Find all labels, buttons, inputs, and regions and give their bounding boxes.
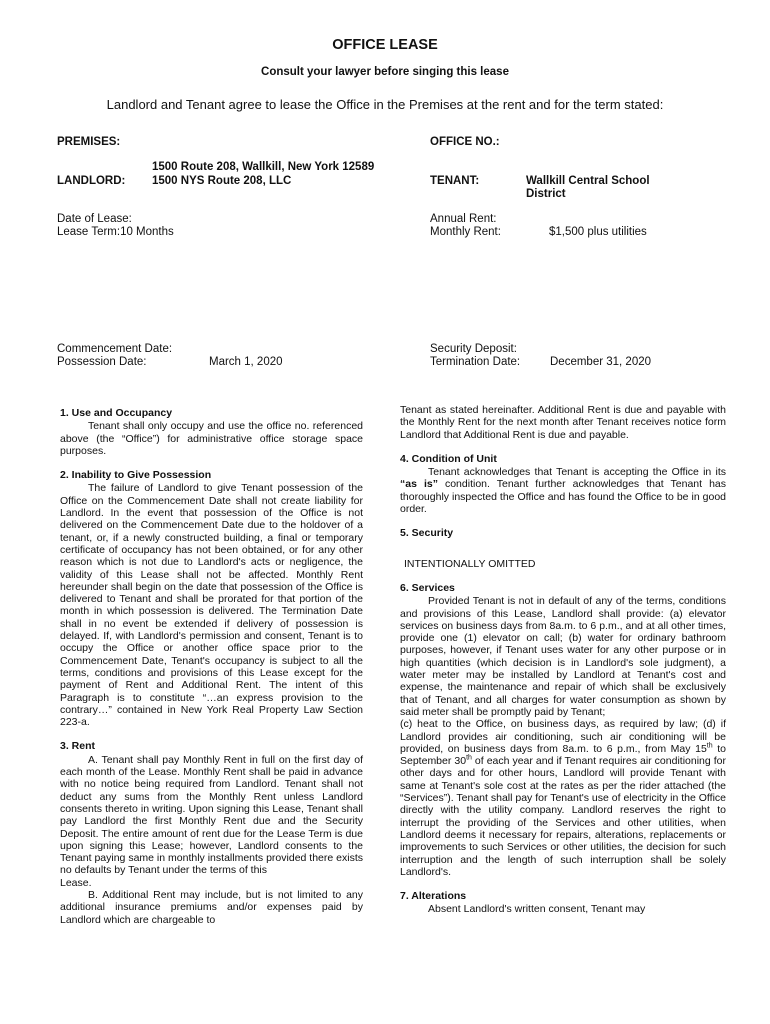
section-6-text-a: (c) heat to the Office, on business days, as required by law; (d) if Landlord provides air conditioning, such air conditioning will be provided, on business days from 8a.m. to 6 p.m., from May 15	[400, 718, 726, 755]
commencement-date-label: Commencement Date:	[57, 343, 173, 355]
as-is-phrase: “as is”	[400, 478, 438, 491]
tenant-name-line2: District	[526, 188, 566, 200]
section-5-text: INTENTIONALLY OMITTED	[404, 557, 536, 570]
date-of-lease-label: Date of Lease:	[57, 213, 132, 225]
termination-date-value: December 31, 2020	[550, 356, 652, 368]
section-3-paragraph-a: A. Tenant shall pay Monthly Rent in full on the first day of each month of the Lease. Monthly Rent shall be paid in advance with no notice being required from Landlord. Tenant shall not deduct any sums from the Monthly Rent unless Landlord consents thereto in writing. Upon signing this Lease, Tenant shall pay Landlord the first Monthly Rent due and the Security Deposit. The entire amount of rent due for the Lease Term is due upon signing this Lease; however, Landlord consents to the Tenant paying same in monthly installments provided there exists no defaults by Tenant under the terms of this	[60, 753, 363, 877]
section-3-paragraph-b: B. Additional Rent may include, but is not limited to any additional insurance premiums and/or expenses paid by Landlord which are chargeable to	[60, 888, 363, 926]
section-4-text-pre: Tenant acknowledges that Tenant is accepting the Office in its	[428, 466, 726, 479]
document-title: OFFICE LEASE	[332, 37, 438, 53]
section-6-text-part-1: Provided Tenant is not in default of any of the terms, conditions and provisions of this Lease, Landlord shall provide: (a) elevator services on business days from 8a.m. to 6 p.m., and at all other times, provide one (1) elevator on call; (b) water for ordinary bathroom purposes, however, if Tenant uses water for any other purpose or in high quantities (which decision is in Landlord's sole judgment), a water meter may be installed by Landlord at Tenant's cost and expense, the maintenance and repair of which shall be exclusively that of Tenant, and all charges for water consumption as shown by said meter shall be promptly paid by Tenant;	[400, 595, 726, 718]
monthly-rent-label: Monthly Rent:	[430, 226, 501, 238]
right-column	[400, 404, 726, 916]
section-3-paragraph-a-end: Lease.	[60, 876, 92, 889]
possession-date-value: March 1, 2020	[209, 356, 283, 368]
section-7-heading: 7. Alterations	[400, 890, 467, 903]
office-no-label: OFFICE NO.:	[430, 136, 500, 148]
section-6-heading: 6. Services	[400, 581, 455, 594]
premises-label: PREMISES:	[57, 136, 121, 148]
section-7-text: Absent Landlord's written consent, Tenant may	[428, 903, 646, 916]
superscript-th-1: th	[706, 742, 713, 750]
section-4-text	[400, 466, 726, 515]
lease-term-label: Lease Term:10 Months	[57, 226, 174, 238]
landlord-address: 1500 Route 208, Wallkill, New York 12589	[152, 161, 375, 173]
section-6-text-b: to September 30	[400, 742, 726, 768]
section-4-heading: 4. Condition of Unit	[400, 452, 497, 465]
possession-date-label: Possession Date:	[57, 356, 147, 368]
document-subtitle: Consult your lawyer before singing this lease	[261, 66, 509, 78]
left-column	[60, 407, 363, 926]
section-4-text-post: condition. Tenant further acknowledges that Tenant has thoroughly inspected the Office and has found the Office to be in good order.	[400, 478, 726, 516]
intro-statement: Landlord and Tenant agree to lease the Office in the Premises at the rent and for the term stated:	[106, 97, 664, 112]
monthly-rent-value: $1,500 plus utilities	[549, 226, 647, 238]
security-deposit-label: Security Deposit:	[430, 343, 517, 355]
section-3-continued: Tenant as stated hereinafter. Additional Rent is due and payable with the Monthly Rent for the next month after Tenant receives notice form Landlord that Additional Rent is due and payable.	[400, 404, 726, 441]
tenant-label: TENANT:	[430, 175, 480, 187]
superscript-th-2: th	[466, 754, 472, 762]
section-1-heading: 1. Use and Occupancy	[60, 407, 173, 419]
annual-rent-label: Annual Rent:	[430, 213, 497, 225]
termination-date-label: Termination Date:	[430, 356, 521, 368]
section-2-heading: 2. Inability to Give Possession	[60, 469, 212, 482]
section-1-text: Tenant shall only occupy and use the office no. referenced above (the “Office”) for administrative office storage space purposes.	[60, 420, 363, 457]
section-6-text-c: of each year and if Tenant requires air conditioning for other days and for other hours, Landlord will provide Tenant with same at Tenant's sole cost at the rates as per the rider attached (the “Services”). Tenant shall pay for Tenant's use of electricity in the Office directly with the utility company. Landlord reserves the right to interrupt the providing of the Services and other utilities, when Landlord deems it necessary for repairs, alterations, replacements or improvements to such Services or other utilities, the decision for such interruption and the length of such interruption shall be solely Landlord's.	[400, 755, 726, 878]
section-5-heading: 5. Security	[400, 527, 454, 540]
landlord-name: 1500 NYS Route 208, LLC	[152, 175, 292, 187]
landlord-label: LANDLORD:	[57, 175, 126, 187]
section-6-text-part-2	[400, 718, 726, 878]
tenant-name-line1: Wallkill Central School	[526, 175, 650, 187]
section-3-heading: 3. Rent	[60, 740, 96, 753]
section-2-text: The failure of Landlord to give Tenant possession of the Office on the Commencement Date shall not create liability for Landlord. In the event that possession of the Office is not delivered on the Commencement Date due to the holdover of a tenant, or, if a newly constructed building, a final or temporary certificate of occupancy has not been obtained, or for any other reason which is not due to Landlord's acts or negligence, the validity of this Lease shall not be affected. Monthly Rent hereunder shall begin on the date that possession of the Office is delivered to Tenant and shall be prorated for that portion of the month in which possession is delivered. The Termination Date shall in no event be extended if delivery of possession is delayed. If, with Landlord's permission and consent, Tenant is to occupy the Office or another office space prior to the Commencement Date, Tenant's occupancy is subject to all the terms, conditions and provisions of this Lease except for the payment of Rent and Additional Rent. The intent of this Paragraph is to constitute “…an express provision to the contrary…” contained in New York Real Property Law Section 223-a.	[60, 482, 363, 729]
